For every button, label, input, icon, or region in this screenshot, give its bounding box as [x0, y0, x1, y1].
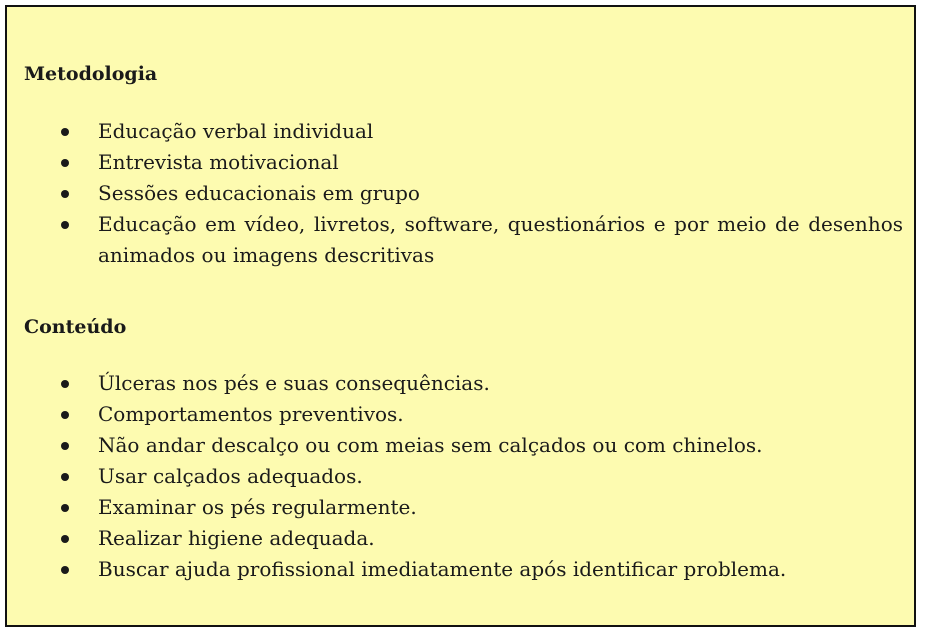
list-item — [7, 523, 914, 554]
list-item-text: Educação verbal individual — [98, 119, 374, 143]
list-item — [7, 178, 914, 209]
list-item-text: Educação em vídeo, livretos, software, questionários e por meio de desenhos animados ou imagens descritivas — [98, 212, 903, 267]
list-item — [7, 399, 914, 430]
bullet-icon — [61, 411, 69, 419]
list-item — [7, 368, 914, 399]
bullet-icon — [61, 535, 69, 543]
list-item-text: Não andar descalço ou com meias sem calçados ou com chinelos. — [98, 433, 763, 457]
metodologia-list — [7, 116, 914, 271]
bullet-icon — [61, 442, 69, 450]
bullet-icon — [61, 190, 69, 198]
list-item-text: Usar calçados adequados. — [98, 464, 363, 488]
list-item — [7, 209, 914, 271]
content-box — [5, 5, 916, 627]
list-item-text: Úlceras nos pés e suas consequências. — [98, 371, 490, 395]
list-item-text: Examinar os pés regularmente. — [98, 495, 417, 519]
list-item-text: Sessões educacionais em grupo — [98, 181, 420, 205]
list-item — [7, 461, 914, 492]
bullet-icon — [61, 504, 69, 512]
list-item — [7, 430, 914, 461]
list-item-text: Realizar higiene adequada. — [98, 526, 375, 550]
list-item — [7, 554, 914, 585]
bullet-icon — [61, 380, 69, 388]
bullet-icon — [61, 473, 69, 481]
bullet-icon — [61, 221, 69, 229]
list-item — [7, 147, 914, 178]
list-item-text: Entrevista motivacional — [98, 150, 339, 174]
section-title-conteudo: Conteúdo — [24, 316, 127, 338]
bullet-icon — [61, 128, 69, 136]
list-item — [7, 492, 914, 523]
list-item-text: Comportamentos preventivos. — [98, 402, 404, 426]
list-item — [7, 116, 914, 147]
conteudo-list — [7, 368, 914, 585]
list-item-text: Buscar ajuda profissional imediatamente após identificar problema. — [98, 557, 787, 581]
bullet-icon — [61, 566, 69, 574]
section-title-metodologia: Metodologia — [24, 63, 158, 85]
bullet-icon — [61, 159, 69, 167]
